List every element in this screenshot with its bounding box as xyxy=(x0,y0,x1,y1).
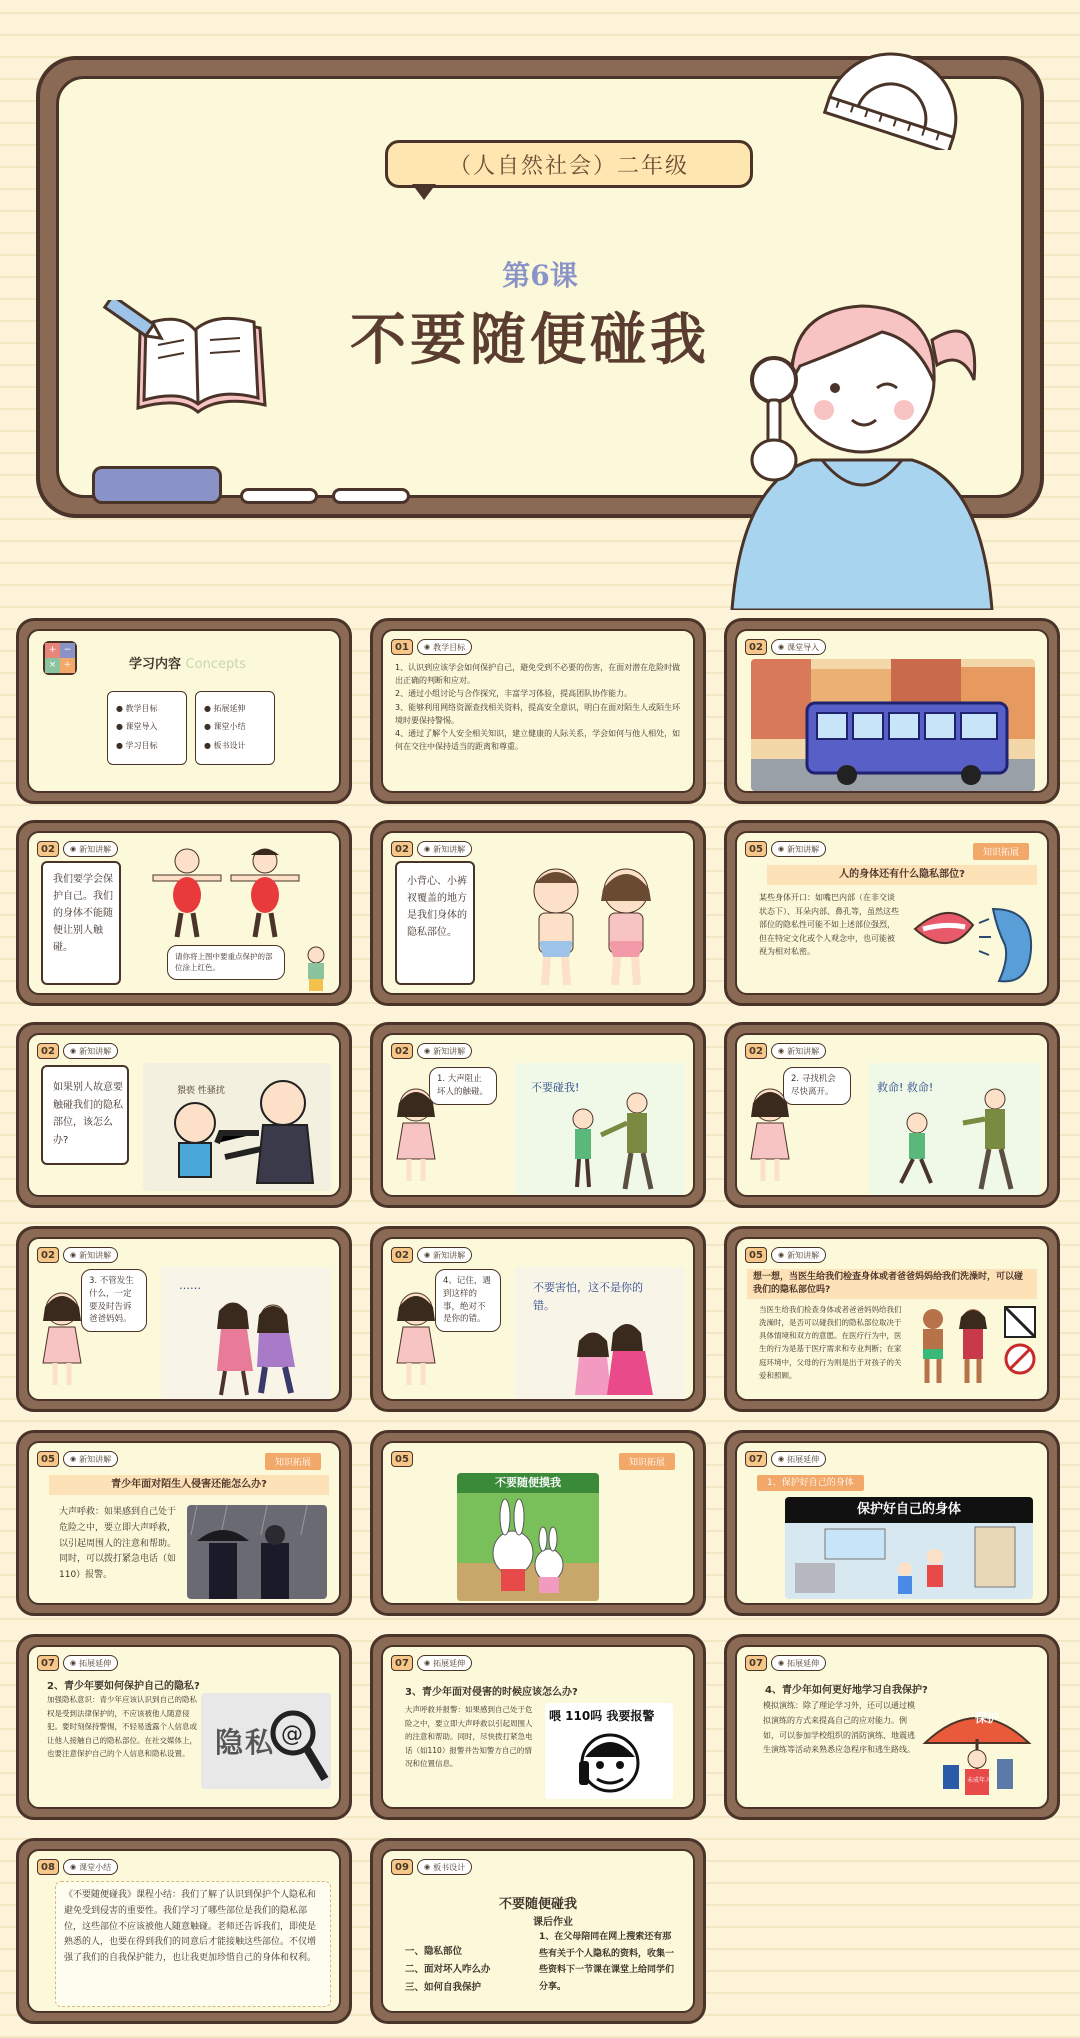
slide-heading: 1、保护好自己的身体 xyxy=(757,1475,864,1491)
slide-body: 当医生给我们检查身体或者爸爸妈妈给我们洗澡时，是否可以碰我们的隐私部位取决于具体情境和双方的意愿。在医疗行为中，医生的行为是基于医疗需求和专业判断；在家庭环境中，父母的行为则是出于对孩子的关爱和照顾。 xyxy=(759,1305,902,1380)
section-tag: 07 ◉ 拓展延伸 xyxy=(745,1655,826,1671)
board-outline: 一、隐私部位 二、面对坏人咋么办 三、如何自我保护 xyxy=(405,1946,491,1994)
call-police-image xyxy=(545,1703,673,1799)
svg-text:@: @ xyxy=(281,1722,303,1747)
slide-heading: 4、青少年如何更好地学习自我保护? xyxy=(765,1685,928,1696)
slide-stop-touch[interactable] xyxy=(370,1022,706,1208)
knowledge-tag: 知识拓展 xyxy=(619,1453,675,1470)
girl-with-magnifier-illustration xyxy=(712,270,1012,610)
homework-text: 1、在父母陪同在网上搜索还有那些有关于个人隐私的资料，收集一些资料下一节课在课堂上给同学们分享。 xyxy=(539,1932,675,1992)
instruction-bubble: 请你将上图中要重点保护的部位涂上红色。 xyxy=(167,945,285,980)
title-slide xyxy=(0,0,1080,610)
contents-title: 学习内容 xyxy=(129,657,182,672)
slide-tell-parents[interactable] xyxy=(16,1226,352,1412)
speech-tail xyxy=(412,184,436,200)
text-card: 小背心、小裤衩覆盖的地方是我们身体的隐私部位。 xyxy=(395,861,475,985)
body-safety-image xyxy=(909,1303,1039,1399)
mouth-ear-image xyxy=(909,889,1037,989)
slide-protect-body[interactable] xyxy=(16,820,352,1006)
speech-text: 不要碰我! xyxy=(531,1081,580,1094)
summary-text: 《不要随便碰我》课程小结：我们了解了认识到保护个人隐私和避免受到侵害的重要性。我们学习了哪些部位是我们的隐私部位，这些部位不应该被他人随意触碰。老师还告诉我们，即使是熟悉的人，也要在得到我们的同意后才能接触这些部位。不仅增强了我们的自我保护能力，也让我更加珍惜自己的身体和权利。 xyxy=(64,1890,317,1963)
board-title: 不要随便碰我 xyxy=(498,1897,577,1912)
section-tag: 02 ◉ 新知讲解 xyxy=(37,1247,118,1263)
slide-body: 大声呼救：如果感到自己处于危险之中，要立即大声呼救，以引起周围人的注意和帮助。同时，可以拨打紧急电话（如110）报警。 xyxy=(59,1507,177,1580)
slide-body: 加强隐私意识：青少年应该认识到自己的隐私权是受到法律保护的，不应该被他人随意侵犯。要时刻保持警惕，不轻易透露个人信息或让他人接触自己的隐私部位。在社交媒体上，也要注意保护自己的个人信息和隐私设置。 xyxy=(47,1695,197,1758)
goals-text: 1、认识到应该学会如何保护自己，避免受到不必要的伤害，在面对潜在危险时做出正确的判断和应对。 2、通过小组讨论与合作探究，丰富学习体验，提高团队协作能力。 3、能够利用网络资源查找相关资料，提高安全意识，明白在面对陌生人或陌生环境时要保持警惕。 4、通过了解个人安全相关知识，建立健康的人际关系，学会如何与他人相处，如何在交往中保持适当的距离和尊重。 xyxy=(395,663,681,752)
section-tag: 02 ◉ 新知讲解 xyxy=(745,1043,826,1059)
children-body-diagram xyxy=(147,845,307,941)
text-card: 我们要学会保护自己。我们的身体不能随便让别人触碰。 xyxy=(41,861,121,985)
slide-heading: 想一想，当医生给我们检查身体或者爸爸妈妈给我们洗澡时，可以碰我们的隐私部位吗? xyxy=(747,1269,1037,1299)
slide-call-for-help[interactable] xyxy=(16,1430,352,1616)
section-tag: 08 ◉ 课堂小结 xyxy=(37,1859,118,1875)
video-title: 保护好自己的身体 xyxy=(785,1497,1033,1523)
slide-what-to-do[interactable] xyxy=(16,1022,352,1208)
slide-other-private-parts[interactable] xyxy=(724,820,1060,1006)
section-tag: 05 xyxy=(391,1451,413,1467)
slide-introduction[interactable] xyxy=(724,618,1060,804)
section-tag: 05 ◉ 新知讲解 xyxy=(745,841,826,857)
slide-private-parts[interactable] xyxy=(370,820,706,1006)
knowledge-tag: 知识拓展 xyxy=(973,843,1029,860)
section-tag: 02 ◉ 新知讲解 xyxy=(37,1043,118,1059)
slide-doctor-parents[interactable] xyxy=(724,1226,1060,1412)
contents-title-en: Concepts xyxy=(185,657,247,672)
bunny-cartoon-image xyxy=(457,1493,599,1601)
slide-teaching-goals[interactable] xyxy=(370,618,706,804)
minor-sign: 未成年人 xyxy=(966,1777,991,1784)
section-tag: 02 ◉ 课堂导入 xyxy=(745,639,826,655)
speech-text: …… xyxy=(179,1279,201,1292)
slide-protect-yourself-video[interactable] xyxy=(724,1430,1060,1616)
speech-text: 救命! 救命! xyxy=(877,1081,934,1094)
section-tag: 07 ◉ 拓展延伸 xyxy=(745,1451,826,1467)
section-tag: 05 ◉ 新知讲解 xyxy=(745,1247,826,1263)
slide-heading: 青少年面对陌生人侵害还能怎么办? xyxy=(49,1475,329,1495)
umbrella-word: 保护 xyxy=(975,1711,1000,1725)
tip-bubble: 4、记住，遇到这样的事，绝对不是你的错。 xyxy=(435,1269,501,1332)
section-tag: 02 ◉ 新知讲解 xyxy=(391,1043,472,1059)
summary-card xyxy=(55,1881,331,2007)
privacy-image xyxy=(201,1693,331,1789)
slide-video-dont-touch[interactable] xyxy=(370,1430,706,1616)
chalk xyxy=(332,488,410,504)
slide-body: 大声呼救并报警：如果感到自己处于危险之中，要立即大声呼救以引起周围人的注意和帮助。同时，尽快拨打紧急电话（如110）报警并告知警方自己的情况和位置信息。 xyxy=(405,1705,533,1768)
magnifier-icon xyxy=(267,1707,329,1785)
lesson-title: 不要随便碰我 xyxy=(350,307,710,373)
section-tag: 02 ◉ 新知讲解 xyxy=(391,1247,472,1263)
bus-street-image[interactable] xyxy=(751,659,1035,791)
contents-left-list xyxy=(107,691,187,765)
harassment-image xyxy=(143,1063,331,1191)
eraser xyxy=(92,466,222,504)
protractor-icon xyxy=(822,30,972,150)
chalk xyxy=(240,488,318,504)
slide-protect-privacy[interactable] xyxy=(16,1634,352,1820)
slide-body: 某些身体开口：如嘴巴内部（在非交谈状态下）、耳朵内部、鼻孔等，虽然这些部位的隐私性可能不如上述部位强烈，但在特定文化或个人观念中，也可能被视为相对私密。 xyxy=(759,893,899,957)
call-police-text: 喂 110吗 我要报警 xyxy=(549,1709,655,1723)
slide-self-protection-learning[interactable] xyxy=(724,1634,1060,1820)
slide-not-your-fault[interactable] xyxy=(370,1226,706,1412)
section-tag: 02 ◉ 新知讲解 xyxy=(391,841,472,857)
grade-label: （人自然社会）二年级 xyxy=(385,140,753,188)
contents-right-list xyxy=(195,691,275,765)
slide-body: 模拟演练：除了理论学习外，还可以通过模拟演练的方式来提高自己的应对能力。例如，可以参加学校组织的消防演练、地震逃生演练等活动来熟悉应急程序和逃生路线。 xyxy=(763,1701,915,1755)
privacy-word: 隐私 xyxy=(215,1726,276,1759)
tip-bubble: 3. 不管发生什么，一定要及时告诉爸爸妈妈。 xyxy=(81,1269,147,1332)
video-thumbnail[interactable] xyxy=(457,1473,599,1601)
slide-heading: 人的身体还有什么隐私部位? xyxy=(767,865,1037,885)
slide-heading: 3、青少年面对侵害的时候应该怎么办? xyxy=(405,1687,578,1698)
slide-facing-harm[interactable] xyxy=(370,1634,706,1820)
slide-summary[interactable] xyxy=(16,1838,352,2024)
contents-right-items: ● 拓展延伸 ● 课堂小结 ● 板书设计 xyxy=(204,704,246,750)
lesson-number: 第6课 xyxy=(502,259,578,292)
section-tag: 01 ◉ 教学目标 xyxy=(391,639,472,655)
girl-icon xyxy=(391,1289,441,1389)
classroom-image xyxy=(785,1523,1033,1599)
slide-board-design[interactable] xyxy=(370,1838,706,2024)
section-tag: 09 ◉ 板书设计 xyxy=(391,1859,472,1875)
speech-text: 不要害怕，这不是你的错。 xyxy=(533,1281,643,1312)
contents-left-items: ● 教学目标 ● 课堂导入 ● 学习目标 xyxy=(116,704,158,750)
girl-icon xyxy=(37,1289,87,1389)
section-tag: 07 ◉ 拓展延伸 xyxy=(391,1655,472,1671)
section-tag: 02 ◉ 新知讲解 xyxy=(37,841,118,857)
underwear-children-image xyxy=(501,861,681,989)
tip-bubble: 2. 寻找机会尽快离开。 xyxy=(783,1067,851,1105)
warning-words: 猥亵 性骚扰 xyxy=(177,1086,225,1096)
boy-icon xyxy=(301,945,331,993)
tip-bubble: 1. 大声阻止坏人的触碰。 xyxy=(429,1067,497,1105)
video-title: 不要随便摸我 xyxy=(457,1473,599,1493)
video-thumbnail[interactable] xyxy=(785,1497,1033,1599)
homework-title: 课后作业 xyxy=(533,1917,573,1928)
police-image xyxy=(187,1505,327,1599)
calculator-icon: + − × ÷ xyxy=(43,641,77,675)
text-card: 如果别人故意要触碰我们的隐私部位，该怎么办? xyxy=(41,1065,129,1165)
knowledge-tag: 知识拓展 xyxy=(265,1453,321,1470)
section-tag: 07 ◉ 拓展延伸 xyxy=(37,1655,118,1671)
slide-run-away[interactable] xyxy=(724,1022,1060,1208)
section-tag: 05 ◉ 新知讲解 xyxy=(37,1451,118,1467)
slide-contents[interactable] xyxy=(16,618,352,804)
meme-face-icon xyxy=(575,1727,645,1797)
slide-heading: 2、青少年要如何保护自己的隐私? xyxy=(47,1681,200,1692)
book-icon xyxy=(100,300,280,420)
